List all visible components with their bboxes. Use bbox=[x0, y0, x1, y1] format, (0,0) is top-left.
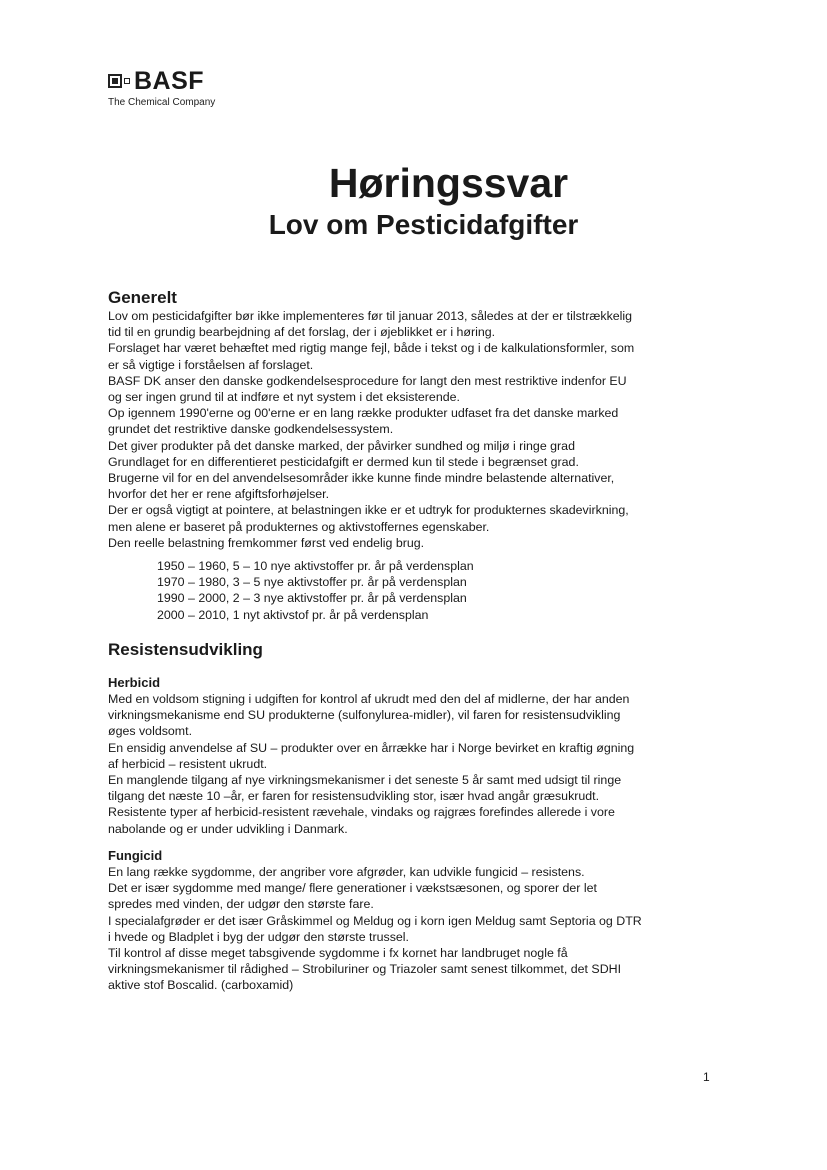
basf-logo-icon bbox=[108, 74, 130, 88]
body-line: Brugerne vil for en del anvendelsesområder ikke kunne finde mindre belastende alternativer, bbox=[108, 471, 615, 486]
body-line: Det giver produkter på det danske marked, der påvirker sundhed og miljø i ringe grad bbox=[108, 438, 575, 453]
body-line: Til kontrol af disse meget tabsgivende sygdomme i fx kornet har landbruget nogle få bbox=[108, 946, 568, 961]
body-line: af herbicid – resistent ukrudt. bbox=[108, 756, 268, 771]
generelt-body bbox=[108, 308, 708, 551]
body-line: nabolande og er under udvikling i Danmark. bbox=[108, 821, 348, 836]
heading-herbicid: Herbicid bbox=[108, 675, 161, 690]
body-line: virkningsmekanismer til rådighed – Strobiluriner og Triazoler samt senest tilkommet, det SDHI bbox=[108, 962, 622, 977]
logo-tagline: The Chemical Company bbox=[108, 97, 216, 108]
body-line: tilgang det næste 10 –år, er faren for resistensudvikling stor, især hvad angår græsukrudt. bbox=[108, 789, 600, 804]
fungicid-body bbox=[108, 864, 708, 994]
basf-logo bbox=[108, 68, 215, 108]
body-line: Med en voldsom stigning i udgiften for kontrol af ukrudt med den del af midlerne, der har anden bbox=[108, 692, 630, 706]
body-line: aktive stof Boscalid. (carboxamid) bbox=[108, 978, 294, 993]
body-line: Forslaget har været behæftet med rigtig mange fejl, både i tekst og i de kalkulationsformler, som bbox=[108, 341, 635, 356]
heading-resistens: Resistensudvikling bbox=[108, 640, 263, 659]
section-resistens bbox=[108, 640, 708, 660]
heading-fungicid: Fungicid bbox=[108, 848, 163, 863]
herbicid-body bbox=[108, 691, 708, 837]
period-list bbox=[157, 558, 474, 623]
section-generelt bbox=[108, 288, 708, 551]
body-line: En manglende tilgang af nye virkningsmekanismer i det seneste 5 år samt med udsigt til ringe bbox=[108, 773, 622, 788]
body-line: Grundlaget for en differentieret pesticidafgift er dermed kun til stede i begrænset grad. bbox=[108, 454, 579, 469]
section-herbicid bbox=[108, 675, 708, 837]
body-line: I specialafgrøder er det især Gråskimmel og Meldug og i korn igen Meldug samt Septoria og DTR bbox=[108, 913, 642, 928]
heading-generelt: Generelt bbox=[108, 288, 177, 307]
body-line: BASF DK anser den danske godkendelsesprocedure for langt den mest restriktive indenfor EU bbox=[108, 373, 627, 388]
page-number: 1 bbox=[703, 1070, 710, 1084]
body-line: En ensidig anvendelse af SU – produkter over en årrække har i Norge bevirket en kraftig øgning bbox=[108, 740, 635, 755]
body-line: hvorfor det her er rene afgiftsforhøjelser. bbox=[108, 487, 330, 502]
body-line: tid til en grundig bearbejdning af det forslag, der i øjeblikket er i høring. bbox=[108, 325, 496, 340]
body-line: En lang række sygdomme, der angriber vore afgrøder, kan udvikle fungicid – resistens. bbox=[108, 865, 585, 879]
body-line: øges voldsomt. bbox=[108, 724, 193, 739]
period-item: 1950 – 1960, 5 – 10 nye aktivstoffer pr. år på verdensplan bbox=[157, 559, 474, 573]
body-line: Den reelle belastning fremkommer først ved endelig brug. bbox=[108, 535, 425, 550]
document-title: Høringssvar bbox=[328, 160, 569, 206]
body-line: Det er især sygdomme med mange/ flere generationer i vækstsæsonen, og sporer der let bbox=[108, 881, 597, 896]
logo-brand: BASF bbox=[134, 67, 205, 95]
body-line: og ser ingen grund til at indføre et nyt system i det eksisterende. bbox=[108, 390, 460, 405]
body-line: Der er også vigtigt at pointere, at belastningen ikke er et udtryk for produkternes skadevirkning, bbox=[108, 503, 629, 518]
period-item: 2000 – 2010, 1 nyt aktivstof pr. år på verdensplan bbox=[157, 607, 429, 622]
document-subtitle: Lov om Pesticidafgifter bbox=[268, 209, 579, 240]
body-line: er så vigtige i forståelsen af forslaget. bbox=[108, 357, 314, 372]
body-line: Lov om pesticidafgifter bør ikke implementeres før til januar 2013, således at der er tilstrækkelig bbox=[108, 309, 633, 323]
period-item: 1970 – 1980, 3 – 5 nye aktivstoffer pr. år på verdensplan bbox=[157, 575, 467, 590]
body-line: Op igennem 1990'erne og 00'erne er en lang række produkter udfaset fra det danske marked bbox=[108, 406, 619, 421]
body-line: grundet det restriktive danske godkendelsessystem. bbox=[108, 422, 394, 437]
body-line: Resistente typer af herbicid-resistent rævehale, vindaks og rajgræs forefindes allerede i vore bbox=[108, 805, 615, 820]
body-line: i hvede og Bladplet i byg der udgør den største trussel. bbox=[108, 929, 409, 944]
body-line: virkningsmekanisme end SU produkterne (sulfonylurea-midler), vil faren for resistensudvikling bbox=[108, 708, 621, 723]
body-line: spredes med vinden, der udgør den største fare. bbox=[108, 897, 374, 912]
period-item: 1990 – 2000, 2 – 3 nye aktivstoffer pr. år på verdensplan bbox=[157, 591, 467, 606]
body-line: men alene er baseret på produkternes og aktivstoffernes egenskaber. bbox=[108, 519, 490, 534]
section-fungicid bbox=[108, 848, 708, 994]
